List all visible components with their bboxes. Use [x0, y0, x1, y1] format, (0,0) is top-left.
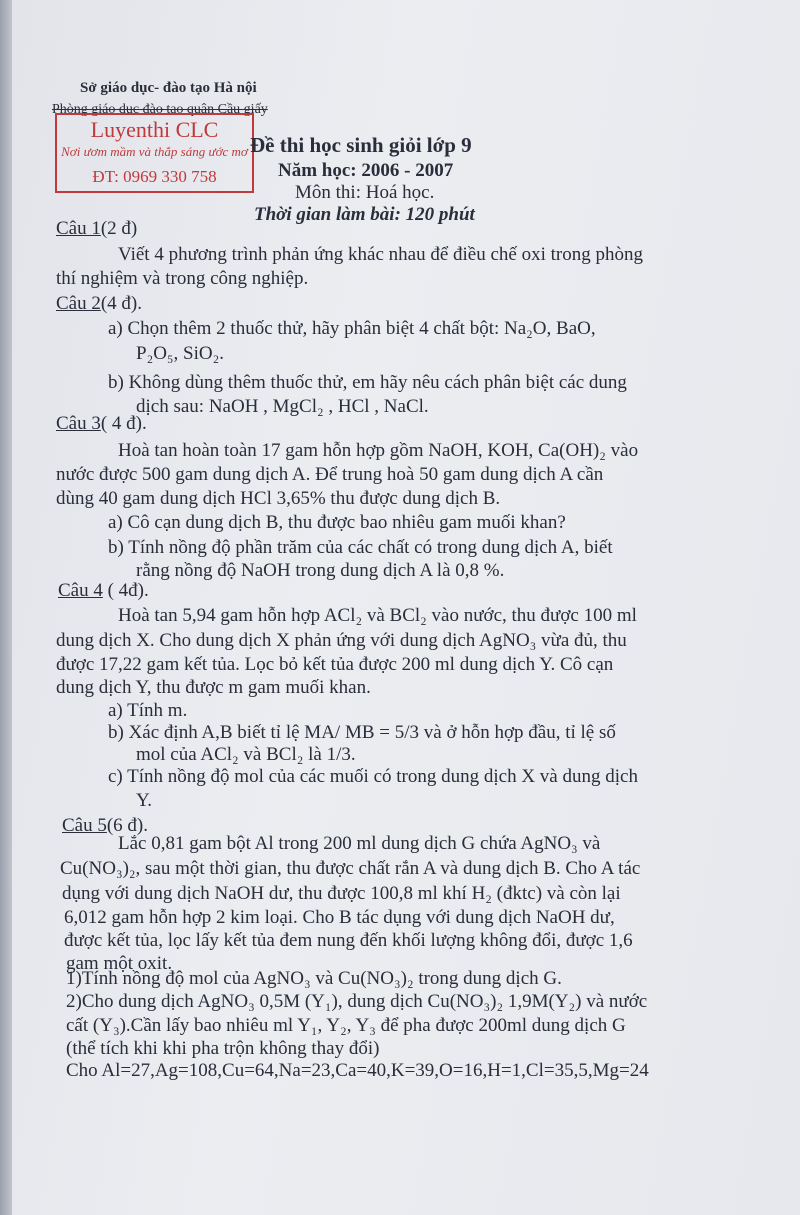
q5-part-1: 1)Tính nồng độ mol của AgNO₃ và Cu(NO₃)₂ trong dung dịch G.	[66, 968, 562, 989]
district-heading: Phòng giáo dục đào tạo quận Cầu giấy	[52, 102, 268, 117]
q3-line-1: Hoà tan hoàn toàn 17 gam hỗn hợp gồm NaOH, KOH, Ca(OH)₂ vào	[118, 440, 639, 461]
q3-b-line-1: b) Tính nồng độ phần trăm của các chất có trong dung dịch A, biết	[108, 537, 613, 558]
q4-a: a) Tính m.	[108, 700, 188, 721]
q2-b-line-1: b) Không dùng thêm thuốc thử, em hãy nêu cách phân biệt các dung	[108, 372, 627, 393]
q3-line-2: nước được 500 gam dung dịch A. Để trung hoà 50 gam dung dịch A cần	[56, 464, 604, 485]
q4-line-2: dung dịch X. Cho dung dịch X phản ứng với dung dịch AgNO₃ vừa đủ, thu	[56, 630, 627, 651]
q5-line-6: gam một oxit.	[66, 953, 173, 974]
exam-subject: Môn thi: Hoá học.	[295, 182, 435, 203]
question-3-heading: Câu 3( 4 đ).	[56, 413, 147, 434]
binding-edge	[0, 0, 12, 1215]
stamp-name: Luyenthi CLC	[90, 117, 219, 142]
exam-duration: Thời gian làm bài: 120 phút	[254, 204, 475, 225]
q4-c-line-1: c) Tính nồng độ mol của các muối có trong dung dịch X và dung dịch	[108, 766, 638, 787]
q5-line-4: 6,012 gam hỗn hợp 2 kim loại. Cho B tác dụng với dung dịch NaOH dư,	[64, 907, 615, 928]
question-1-heading: Câu 1(2 đ)	[56, 218, 138, 239]
q1-line-2: thí nghiệm và trong công nghiệp.	[56, 268, 309, 289]
q5-part-2-line-3: (thể tích khi khi pha trộn không thay đổi)	[66, 1038, 380, 1059]
question-2-heading: Câu 2(4 đ).	[56, 293, 143, 314]
q3-a: a) Cô cạn dung dịch B, thu được bao nhiêu gam muối khan?	[108, 512, 566, 533]
q2-a-line-2: P₂O₅, SiO₂.	[136, 343, 224, 364]
q5-part-2-line-2: cất (Y₃).Cần lấy bao nhiêu ml Y₁, Y₂, Y₃ để pha được 200ml dung dịch G	[66, 1015, 626, 1036]
q2-a-line-1: a) Chọn thêm 2 thuốc thử, hãy phân biệt 4 chất bột: Na₂O, BaO,	[108, 318, 596, 339]
school-year: Năm học: 2006 - 2007	[278, 160, 454, 181]
question-5-heading: Câu 5(6 đ).	[62, 815, 149, 836]
q1-line-1: Viết 4 phương trình phản ứng khác nhau để điều chế oxi trong phòng	[118, 244, 643, 265]
exam-title: Đề thi học sinh giỏi lớp 9	[250, 133, 472, 157]
q4-line-3: được 17,22 gam kết tủa. Lọc bỏ kết tủa được 200 ml dung dịch Y. Cô cạn	[56, 654, 614, 675]
stamp-phone: ĐT: 0969 330 758	[92, 167, 217, 186]
q4-b-line-1: b) Xác định A,B biết tỉ lệ MA/ MB = 5/3 và ở hỗn hợp đầu, tỉ lệ số	[108, 722, 616, 743]
q3-b-line-2: rằng nồng độ NaOH trong dung dịch A là 0,8 %.	[136, 560, 505, 581]
q5-line-1: Lắc 0,81 gam bột Al trong 200 ml dung dịch G chứa AgNO₃ và	[118, 833, 601, 854]
q4-c-line-2: Y.	[136, 790, 153, 811]
q5-part-2-line-1: 2)Cho dung dịch AgNO₃ 0,5M (Y₁), dung dịch Cu(NO₃)₂ 1,9M(Y₂) và nước	[66, 991, 648, 1012]
q5-line-3: dụng với dung dịch NaOH dư, thu được 100,8 ml khí H₂ (đktc) và còn lại	[62, 883, 621, 904]
q2-b-line-2: dịch sau: NaOH , MgCl₂ , HCl , NaCl.	[136, 396, 429, 417]
q4-b-line-2: mol của ACl₂ và BCl₂ là 1/3.	[136, 744, 356, 765]
question-4-heading: Câu 4 ( 4đ).	[58, 580, 149, 601]
department-heading: Sở giáo dục- đào tạo Hà nội	[80, 80, 257, 96]
q4-line-1: Hoà tan 5,94 gam hỗn hợp ACl₂ và BCl₂ vào nước, thu được 100 ml	[118, 605, 637, 626]
stamp-slogan: Nơi ươm mầm và thắp sáng ước mơ	[61, 144, 248, 159]
atomic-masses: Cho Al=27,Ag=108,Cu=64,Na=23,Ca=40,K=39,O=16,H=1,Cl=35,5,Mg=24	[66, 1060, 649, 1081]
publisher-stamp	[55, 113, 254, 193]
q3-line-3: dùng 40 gam dung dịch HCl 3,65% thu được dung dịch B.	[56, 488, 501, 509]
q5-line-2: Cu(NO₃)₂, sau một thời gian, thu được chất rắn A và dung dịch B. Cho A tác	[60, 858, 641, 879]
q4-line-4: dung dịch Y, thu được m gam muối khan.	[56, 677, 371, 698]
q5-line-5: được kết tủa, lọc lấy kết tủa đem nung đến khối lượng không đổi, được 1,6	[64, 930, 633, 951]
